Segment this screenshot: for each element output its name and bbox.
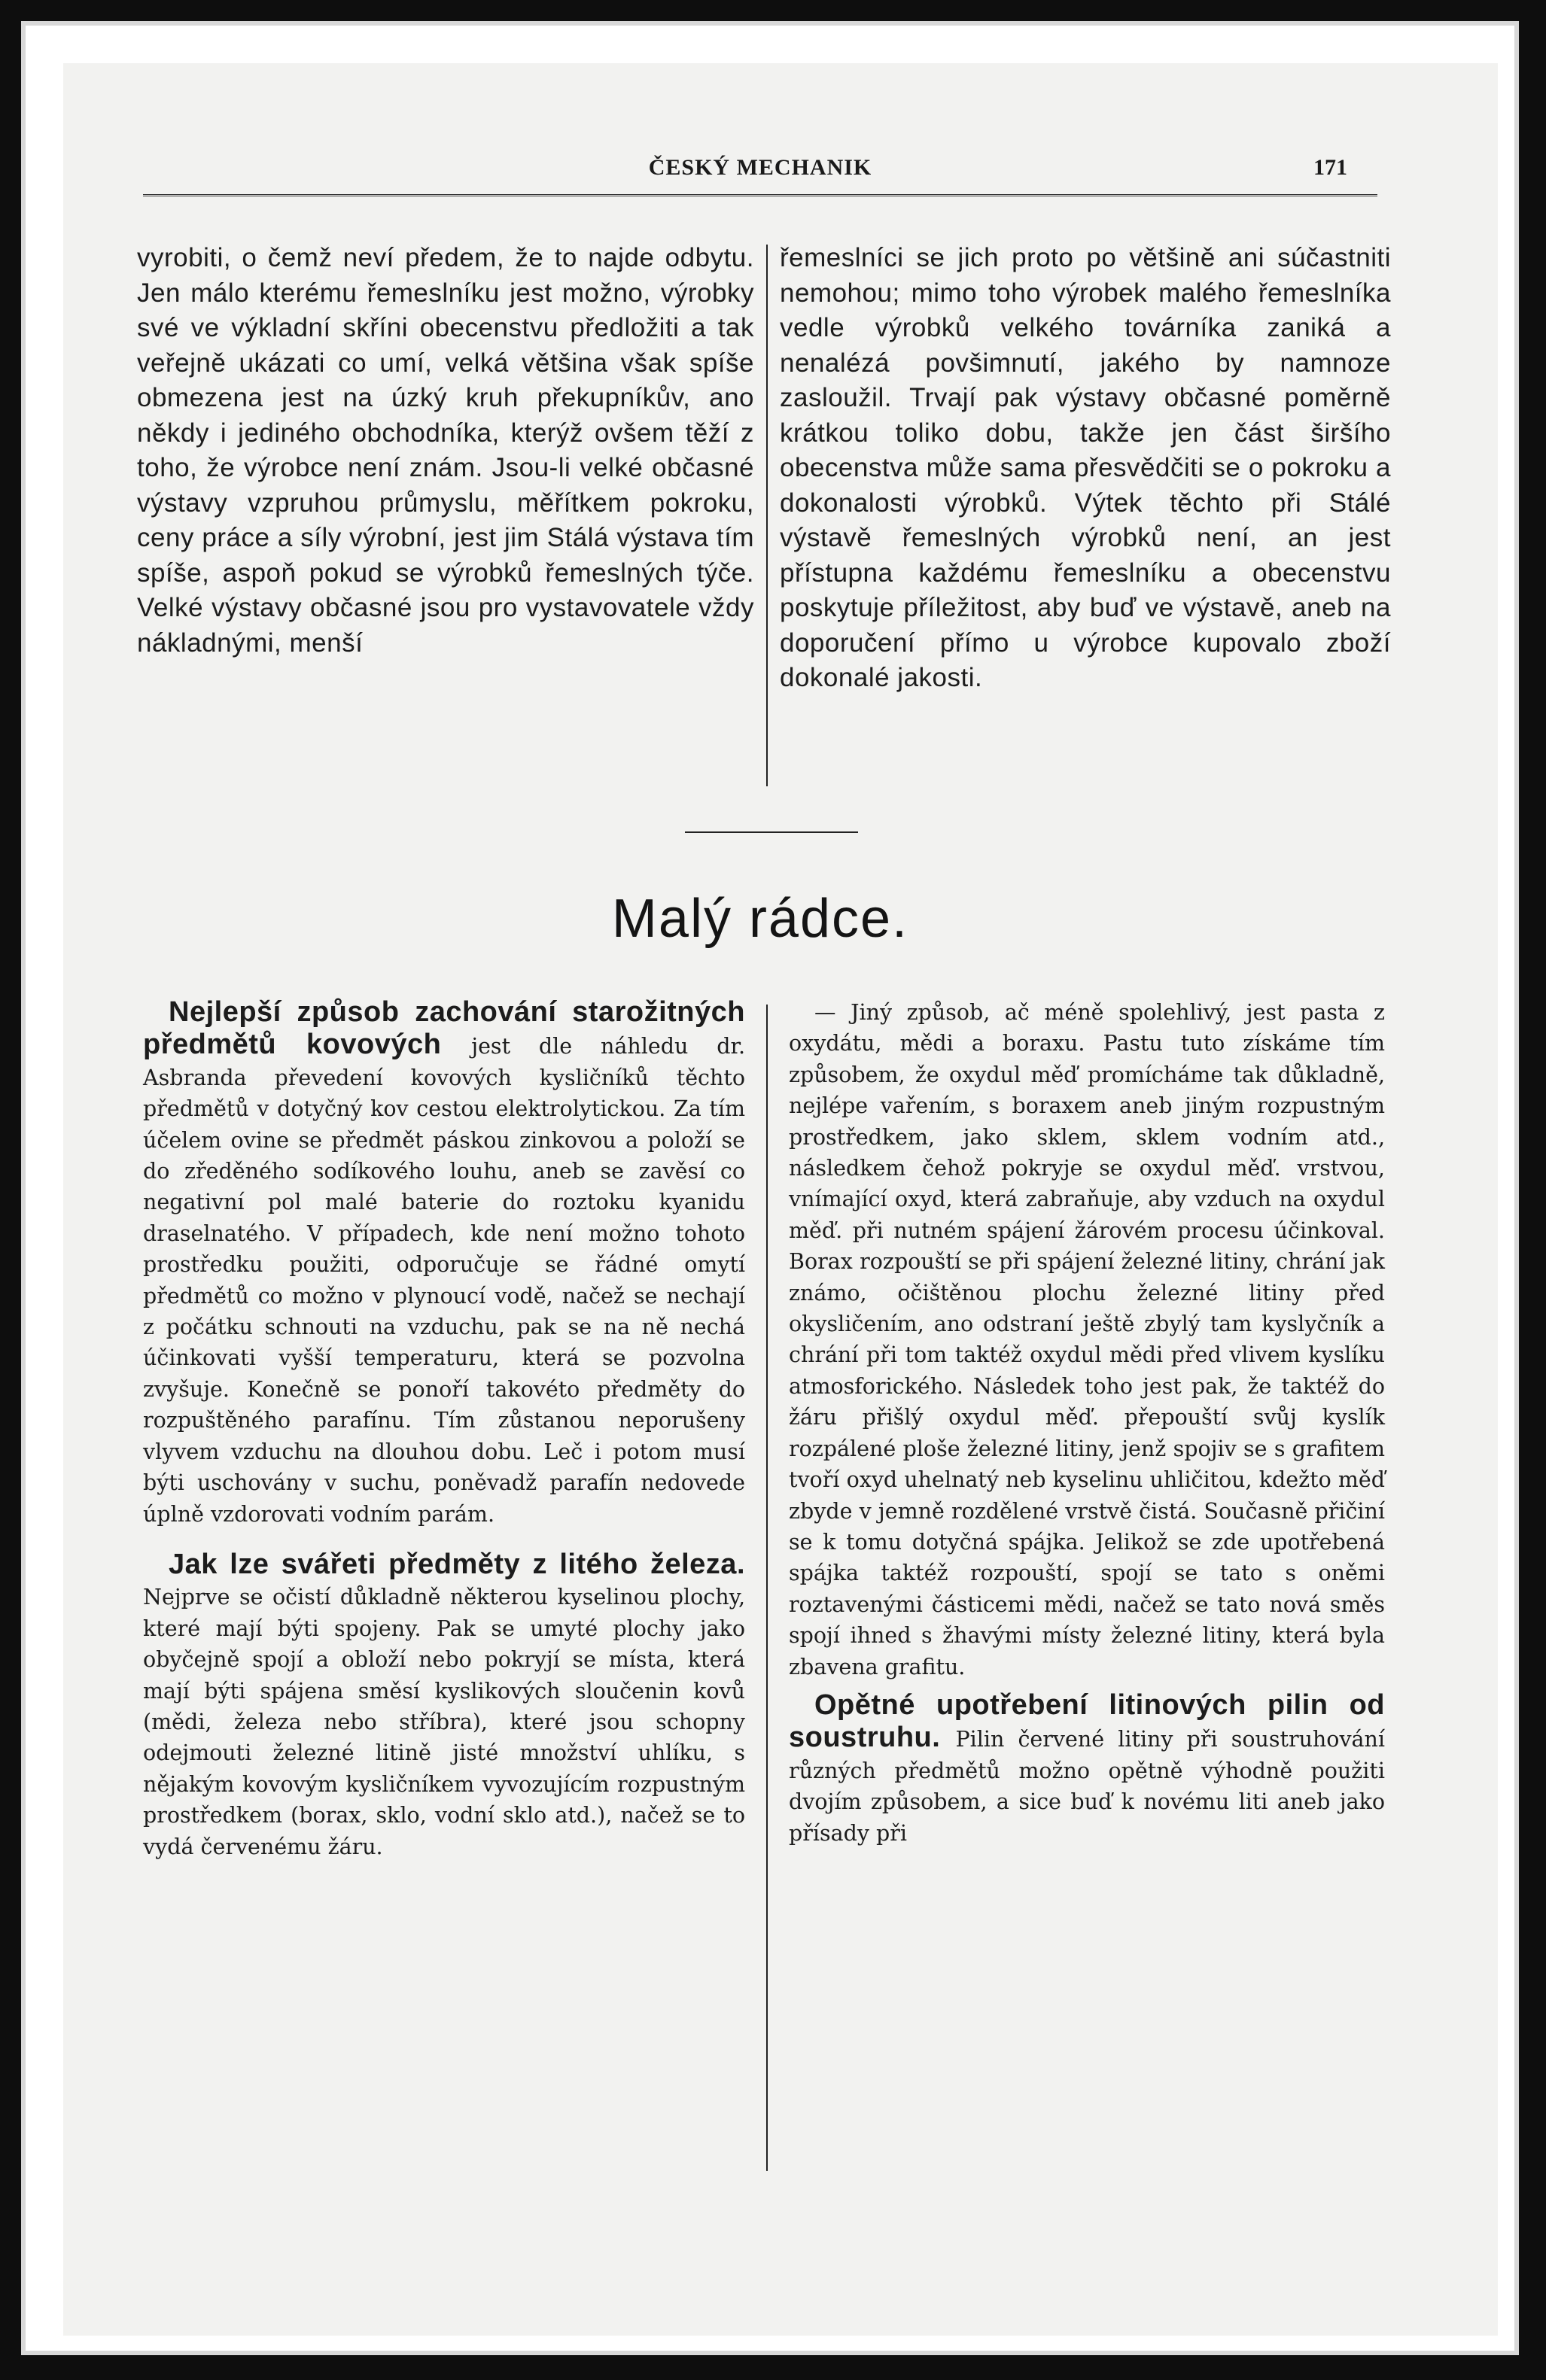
page-number: 171 — [1313, 155, 1347, 180]
bottom-right-column — [789, 997, 1385, 1849]
top-right-column — [780, 241, 1391, 696]
article-preservation-body: jest dle náhledu dr. Asbranda převedení kovových kysličníků těchto předmětů v dotyčný kov cestou elektrolytickou. Za tím účelem ovine se předmět páskou zinkovou a položí se do zředěného sodíkového louhu, aneb se zavěsí co negativní pol malé baterie do roztoku kyanidu draselnatého. V případech, kde není možno tohoto prostředku použiti, odporučuje se řádné omytí předmětů co možno v plynoucí vodě, načež se nechají z počátku schnouti na vzduchu, pak se na ně nechá účinkovati vyšší temperaturu, která se pozvolna zvyšuje. Konečně se ponoří takovéto předměty do rozpuštěného parafínu. Tím zůstanou neporušeny vlyvem vzduchu na dlouhou dobu. Leč i potom musí býti uschovány v suchu, poněvadž parafín nedovede úplně vzdorovati vodním parám. — [143, 1034, 746, 1527]
article-welding — [143, 1549, 745, 1862]
article-welding-heading: Jak lze svářeti předměty z litého železa. — [169, 1548, 745, 1580]
top-left-text: vyrobiti, o čemž neví předem, že to najde odbytu. Jen málo kterému řemeslníku jest možno, výrobky své ve výkladní skříni obecenstvu předložiti a tak veřejně ukázati co umí, velká většina však spíše obmezena jest na úzký kruh překupníkův, ano někdy i jediného obchodníka, kterýž ovšem těží z toho, že výrobce není znám. Jsou-li velké občasné výstavy vzpruhou průmyslu, měřítkem pokroku, ceny práce a síly výrobní, jest jim Stálá výstava tím spíše, aspoň pokud se výrobků řemeslných týče. Velké výstavy občasné jsou pro vystavovatele vždy nákladnými, menší — [137, 243, 754, 658]
column-divider-bottom — [766, 1005, 768, 2171]
article-welding-body: Nejprve se očistí důkladně některou kyselinou plochy, které mají býti spojeny. Pak se umyté plochy jako obyčejně spojí a obloží nebo pokryjí se místa, která mají býti spájena směsí kyslikových sloučenin kovů (mědi, železa nebo stříbra), které jsou schopny odejmouti železné litině jisté množství uhlíku, s nějakým kovovým kysličníkem vyvozujícím rozpustným prostředkem (borax, sklo, vodní sklo atd.), načež se to vydá červenému žáru. — [143, 1585, 745, 1859]
top-left-column — [137, 241, 754, 661]
article-filings — [789, 1690, 1385, 1849]
section-divider — [685, 831, 858, 833]
section-title: Malý rádce. — [611, 889, 909, 949]
bottom-left-column — [143, 997, 745, 1862]
article-preservation — [143, 997, 745, 1530]
header-rule — [143, 194, 1377, 196]
top-right-text: řemeslníci se jich proto po většině ani súčastniti nemohou; mimo toho výrobek malého řemeslníka vedle výrobků velkého továrníka zaniká a nenalézá povšimnutí, jakého by namnoze zasloužil. Trvají pak výstavy občasné poměrně krátkou toliko dobu, takže jen část širšího obecenstva může sama přesvědčiti se o pokroku a dokonalosti výrobků. Výtek těchto při Stálé výstavě řemeslných výrobků není, an jest přístupna každému řemeslníku a obecenstvu poskytuje příležitost, aby buď ve výstavě, aneb na doporučení přímo u výrobce kupovalo zboží dokonalé jakosti. — [780, 243, 1391, 692]
journal-title: ČESKÝ MECHANIK — [648, 155, 872, 180]
article-filings-heading: Opětné upotřebení litinových pilin od soustruhu. — [789, 1688, 1385, 1754]
article-filings-body: Pilin červené litiny při soustruhování různých předmětů možno opětně výhodně použiti dvojím způsobem, a sice buď k novému liti aneb jako přísady při — [789, 1727, 1386, 1846]
column-divider-top — [766, 245, 768, 786]
article-preservation-heading: Nejlepší způsob zachování starožitných předmětů kovových — [143, 996, 745, 1061]
article-paste: — Jiný způsob, ač méně spolehlivý, jest pasta z oxydátu, mědi a boraxu. Pastu tuto získáme tím způsobem, že oxydul měď promícháme tak důkladně, nejlépe vařením, s boraxem aneb jiným rozpustným prostředkem, jako sklem, sklem vodním atd., následkem čehož pokryje se oxydul měď. vrstvou, vnímající oxyd, která zabraňuje, aby vzduch na oxydul měď. při nutném spájení žárovém procesu účinkoval. Borax rozpouští se při spájení železné litiny, chrání jak známo, očištěnou plochu železné litiny před okysličením, ano odstraní ještě zbylý tam kyslyčník a chrání při tom taktéž oxydul mědi před vlivem kyslíku atmosforického. Následek toho jest pak, že taktéž do žáru přišlý oxydul měď. přepouští svůj kyslík rozpálené ploše železné litiny, jenž spojiv se s grafitem tvoří oxyd uhelnatý neb kyselinu uhličitou, kdežto měď zbyde v jemně rozdělené vrstvě čistá. Současně přičiní se k tomu dotyčná spájka. Jelikož se zde upotřebená spájka taktéž rozpouští, spojí se tato s oněmi roztavenými částicemi mědi, načež se tato nová směs spojí ihned s žhavými místy železné litiny, která byla zbavena grafitu. — [789, 1000, 1385, 1679]
